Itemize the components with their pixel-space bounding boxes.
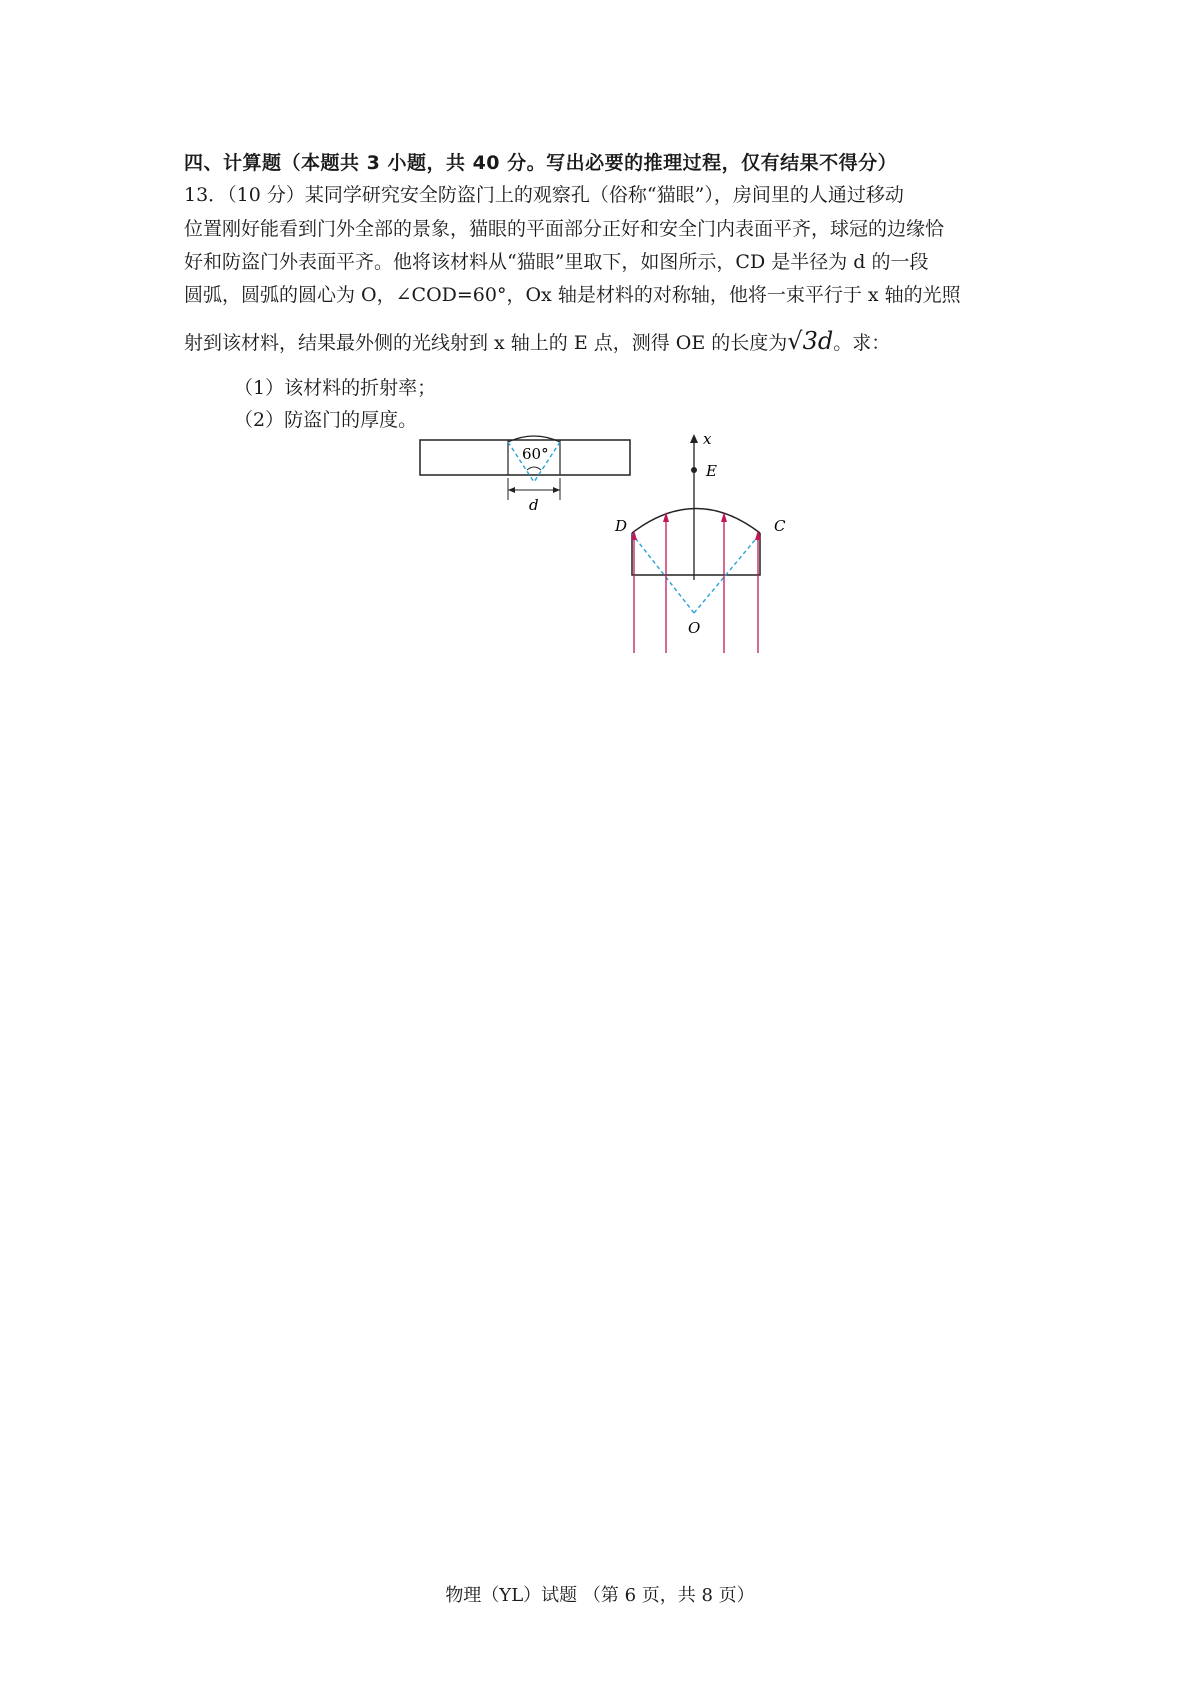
peephole-cap-arc [508, 436, 560, 442]
question-line-5-text: 射到该材料，结果最外侧的光线射到 x 轴上的 E 点，测得 OE 的长度为 [184, 332, 788, 354]
catseye-figure [410, 430, 810, 659]
page-footer: 物理（YL）试题 （第 6 页，共 8 页） [445, 1585, 755, 1606]
angle-arc [527, 467, 541, 470]
label-C: C [774, 517, 786, 535]
lens-diagram [614, 430, 786, 653]
sub-question-1: （1）该材料的折射率； [234, 377, 437, 399]
question-line-1: 13．（10 分）某同学研究安全防盗门上的观察孔（俗称“猫眼”），房间里的人通过移动 [184, 184, 904, 206]
x-axis-label: x [703, 430, 712, 448]
section-heading: 四、计算题（本题共 3 小题，共 40 分。写出必要的推理过程，仅有结果不得分） [184, 152, 898, 174]
point-E [691, 467, 697, 473]
x-axis-arrowhead [690, 434, 698, 443]
sub-question-2: （2）防盗门的厚度。 [234, 409, 418, 431]
dashed-OC [694, 534, 760, 613]
sqrt3d-expression: √3d [787, 327, 834, 355]
door-diagram [420, 436, 630, 514]
dashed-OD [632, 534, 694, 613]
label-D: D [615, 517, 628, 535]
figure-svg [410, 430, 810, 655]
angle-label: 60° [522, 445, 549, 463]
label-O: O [688, 619, 701, 637]
question-line-3: 好和防盗门外表面平齐。他将该材料从“猫眼”里取下，如图所示，CD 是半径为 d 的一段 [184, 251, 929, 273]
lens-arc-CD [632, 509, 760, 534]
question-line-5-end: 。求： [833, 332, 891, 354]
dim-arrow-right [553, 487, 560, 493]
label-E: E [706, 462, 717, 480]
question-line-5 [184, 327, 1029, 355]
question-line-4: 圆弧，圆弧的圆心为 O，∠COD=60°，Ox 轴是材料的对称轴，他将一束平行于 x 轴的光照 [184, 284, 961, 306]
dim-arrow-left [508, 487, 515, 493]
question-line-2: 位置刚好能看到门外全部的景象，猫眼的平面部分正好和安全门内表面平齐，球冠的边缘恰 [184, 218, 945, 240]
width-label: d [529, 496, 539, 514]
lens-body [632, 533, 760, 575]
